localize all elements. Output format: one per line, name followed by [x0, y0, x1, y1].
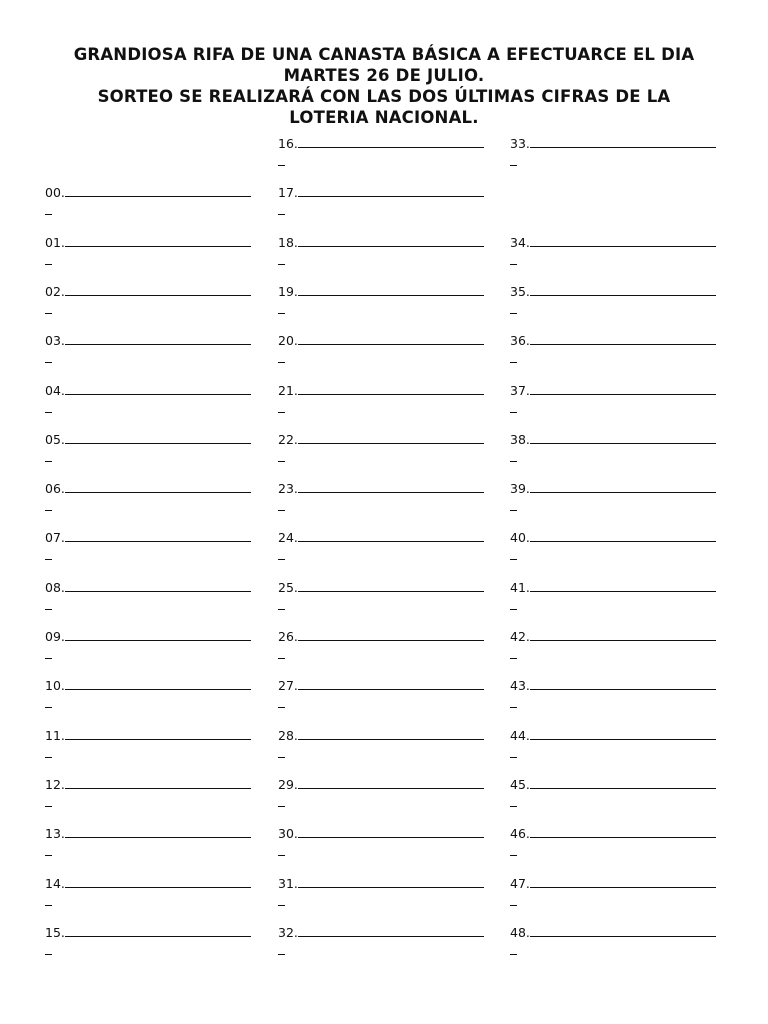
blank-continuation-underscore: [45, 403, 52, 413]
raffle-entry[interactable]: [510, 384, 730, 424]
name-blank-line[interactable]: [530, 581, 716, 592]
raffle-entry[interactable]: [510, 285, 730, 325]
raffle-entry-line: [278, 877, 484, 891]
blank-continuation-underscore: [45, 205, 52, 215]
name-blank-line[interactable]: [298, 531, 484, 542]
blank-continuation-underscore: [45, 255, 52, 265]
raffle-entry-line: [45, 581, 251, 595]
raffle-number: 46.: [510, 826, 530, 842]
blank-continuation-underscore: [45, 846, 52, 856]
raffle-number: 30.: [278, 826, 298, 842]
blank-continuation-underscore: [278, 846, 285, 856]
raffle-number: 48.: [510, 924, 530, 940]
blank-continuation-underscore: [45, 550, 52, 560]
raffle-entry-line: [45, 285, 251, 299]
blank-continuation-underscore: [510, 501, 517, 511]
blank-continuation-underscore: [45, 600, 52, 610]
blank-continuation-underscore: [278, 205, 285, 215]
blank-continuation-underscore: [278, 550, 285, 560]
blank-continuation-underscore: [45, 797, 52, 807]
blank-continuation-underscore: [510, 403, 517, 413]
title-line-2: MARTES 26 DE JULIO.: [283, 66, 485, 85]
name-blank-line[interactable]: [530, 384, 716, 395]
raffle-entry[interactable]: [510, 581, 730, 621]
raffle-entry-line: [510, 581, 716, 595]
raffle-number: 25.: [278, 579, 298, 595]
raffle-entry[interactable]: [45, 482, 265, 522]
name-blank-line[interactable]: [530, 531, 716, 542]
raffle-number: 04.: [45, 382, 65, 398]
name-blank-line[interactable]: [298, 827, 484, 838]
raffle-number: 36.: [510, 333, 530, 349]
raffle-entry-line: [278, 384, 484, 398]
blank-continuation-underscore: [510, 255, 517, 265]
blank-continuation-underscore: [45, 945, 52, 955]
blank-continuation-underscore: [278, 649, 285, 659]
raffle-entry-line: [278, 729, 484, 743]
name-blank-line[interactable]: [298, 926, 484, 937]
blank-continuation-underscore: [510, 797, 517, 807]
name-blank-line[interactable]: [298, 482, 484, 493]
raffle-entry[interactable]: [45, 334, 265, 374]
raffle-entry-line: [45, 531, 251, 545]
blank-continuation-underscore: [45, 501, 52, 511]
raffle-entry[interactable]: [510, 877, 730, 917]
raffle-number: 05.: [45, 431, 65, 447]
name-blank-line[interactable]: [298, 137, 484, 148]
name-blank-line[interactable]: [298, 384, 484, 395]
raffle-entry-line: [45, 482, 251, 496]
raffle-entry[interactable]: [278, 630, 498, 670]
name-blank-line[interactable]: [65, 778, 251, 789]
raffle-entry[interactable]: [45, 827, 265, 867]
raffle-entry-line: [278, 531, 484, 545]
blank-continuation-underscore: [278, 896, 285, 906]
raffle-number: 13.: [45, 826, 65, 842]
name-blank-line[interactable]: [298, 778, 484, 789]
blank-continuation-underscore: [510, 649, 517, 659]
blank-continuation-underscore: [278, 748, 285, 758]
raffle-entry[interactable]: [510, 334, 730, 374]
blank-continuation-underscore: [278, 501, 285, 511]
raffle-entry[interactable]: [278, 926, 498, 966]
blank-continuation-underscore: [45, 304, 52, 314]
raffle-entry-line: [510, 433, 716, 447]
raffle-entry[interactable]: [510, 482, 730, 522]
raffle-number: 28.: [278, 727, 298, 743]
raffle-number: 34.: [510, 234, 530, 250]
raffle-entry[interactable]: [510, 926, 730, 966]
blank-continuation-underscore: [510, 748, 517, 758]
raffle-entry[interactable]: [45, 679, 265, 719]
raffle-entry[interactable]: [45, 285, 265, 325]
name-blank-line[interactable]: [530, 137, 716, 148]
blank-continuation-underscore: [45, 748, 52, 758]
raffle-entry-line: [278, 236, 484, 250]
raffle-number: 09.: [45, 629, 65, 644]
raffle-number: 12.: [45, 776, 65, 792]
blank-continuation-underscore: [45, 353, 52, 363]
raffle-entry-line: [45, 334, 251, 348]
raffle-number: 22.: [278, 431, 298, 447]
blank-continuation-underscore: [278, 600, 285, 610]
raffle-number: 15.: [45, 924, 65, 940]
raffle-entry-line: [510, 679, 716, 693]
raffle-entry[interactable]: [278, 581, 498, 621]
raffle-number: 01.: [45, 234, 65, 250]
raffle-entry[interactable]: [45, 778, 265, 818]
raffle-entry-line: [45, 827, 251, 841]
raffle-number: 47.: [510, 875, 530, 891]
raffle-entry-line: [45, 630, 251, 644]
blank-continuation-underscore: [510, 846, 517, 856]
raffle-number: 32.: [278, 924, 298, 940]
raffle-entry[interactable]: [510, 630, 730, 670]
name-blank-line[interactable]: [530, 679, 716, 690]
raffle-number: 20.: [278, 333, 298, 349]
raffle-entry[interactable]: [278, 236, 498, 276]
raffle-entry-line: [510, 137, 716, 151]
raffle-entry[interactable]: [510, 433, 730, 473]
raffle-entry-line: [278, 581, 484, 595]
raffle-number: 33.: [510, 136, 530, 151]
blank-continuation-underscore: [510, 698, 517, 708]
raffle-entry[interactable]: [278, 334, 498, 374]
raffle-entry[interactable]: [278, 433, 498, 473]
blank-continuation-underscore: [278, 304, 285, 314]
name-blank-line[interactable]: [65, 334, 251, 345]
blank-continuation-underscore: [510, 156, 517, 166]
raffle-entry-line: [278, 482, 484, 496]
raffle-entry-line: [278, 433, 484, 447]
raffle-number: 07.: [45, 530, 65, 546]
raffle-entry[interactable]: [510, 729, 730, 769]
blank-continuation-underscore: [278, 353, 285, 363]
raffle-entry[interactable]: [278, 186, 498, 226]
raffle-number: 26.: [278, 629, 298, 644]
raffle-entry-line: [45, 729, 251, 743]
raffle-entry[interactable]: [510, 137, 730, 177]
raffle-entry-line: [45, 778, 251, 792]
raffle-entry-line: [45, 433, 251, 447]
raffle-number: 43.: [510, 678, 530, 694]
name-blank-line[interactable]: [65, 581, 251, 592]
name-blank-line[interactable]: [530, 285, 716, 296]
raffle-entry[interactable]: [45, 384, 265, 424]
raffle-number: 19.: [278, 283, 298, 299]
name-blank-line[interactable]: [530, 729, 716, 740]
name-blank-line[interactable]: [65, 384, 251, 395]
raffle-entry[interactable]: [45, 186, 265, 226]
blank-continuation-underscore: [510, 600, 517, 610]
raffle-entry-line: [510, 482, 716, 496]
raffle-entry-line: [278, 926, 484, 940]
blank-continuation-underscore: [510, 452, 517, 462]
raffle-entry-line: [278, 827, 484, 841]
name-blank-line[interactable]: [298, 186, 484, 197]
raffle-entry[interactable]: [45, 236, 265, 276]
raffle-entry-line: [510, 926, 716, 940]
raffle-title: [40, 44, 728, 128]
name-blank-line[interactable]: [298, 630, 484, 641]
raffle-entry[interactable]: [510, 236, 730, 276]
raffle-entry[interactable]: [45, 433, 265, 473]
raffle-entry[interactable]: [278, 827, 498, 867]
raffle-number: 44.: [510, 727, 530, 743]
raffle-entry-line: [45, 926, 251, 940]
raffle-number: 08.: [45, 579, 65, 595]
raffle-entry-line: [510, 630, 716, 644]
name-blank-line[interactable]: [298, 679, 484, 690]
blank-continuation-underscore: [278, 403, 285, 413]
raffle-entry-line: [510, 531, 716, 545]
raffle-number: 29.: [278, 776, 298, 792]
title-line-1: GRANDIOSA RIFA DE UNA CANASTA BÁSICA A EFECTUARCE EL DIA: [73, 45, 695, 64]
blank-continuation-underscore: [510, 896, 517, 906]
raffle-entry[interactable]: [278, 778, 498, 818]
raffle-entry[interactable]: [45, 531, 265, 571]
raffle-number: 38.: [510, 431, 530, 447]
raffle-entry-line: [45, 877, 251, 891]
raffle-number: 45.: [510, 776, 530, 792]
blank-continuation-underscore: [510, 945, 517, 955]
blank-continuation-underscore: [278, 698, 285, 708]
raffle-entry[interactable]: [510, 827, 730, 867]
raffle-number: 21.: [278, 382, 298, 398]
raffle-number: 17.: [278, 185, 298, 201]
name-blank-line[interactable]: [530, 433, 716, 444]
raffle-entry[interactable]: [45, 630, 265, 670]
raffle-number: 31.: [278, 875, 298, 891]
raffle-number: 27.: [278, 678, 298, 694]
name-blank-line[interactable]: [298, 433, 484, 444]
raffle-entry[interactable]: [278, 729, 498, 769]
raffle-entry-line: [45, 384, 251, 398]
raffle-entry-line: [278, 285, 484, 299]
raffle-entry[interactable]: [45, 729, 265, 769]
raffle-number: 18.: [278, 234, 298, 250]
name-blank-line[interactable]: [298, 236, 484, 247]
raffle-number: 16.: [278, 136, 298, 151]
name-blank-line[interactable]: [530, 926, 716, 937]
blank-continuation-underscore: [510, 304, 517, 314]
raffle-entry-line: [278, 334, 484, 348]
name-blank-line[interactable]: [65, 630, 251, 641]
raffle-number: 00.: [45, 185, 65, 201]
raffle-entry-line: [278, 679, 484, 693]
raffle-number: 03.: [45, 333, 65, 349]
raffle-number: 23.: [278, 481, 298, 497]
raffle-entry-line: [45, 186, 251, 200]
raffle-number: 39.: [510, 481, 530, 497]
raffle-number: 11.: [45, 727, 65, 743]
raffle-number: 42.: [510, 629, 530, 644]
raffle-entry[interactable]: [45, 926, 265, 966]
title-line-3: SORTEO SE REALIZARÁ CON LAS DOS ÚLTIMAS CIFRAS DE LA: [97, 87, 671, 106]
raffle-number: 02.: [45, 283, 65, 299]
name-blank-line[interactable]: [65, 186, 251, 197]
blank-continuation-underscore: [45, 896, 52, 906]
blank-continuation-underscore: [510, 353, 517, 363]
name-blank-line[interactable]: [530, 236, 716, 247]
blank-continuation-underscore: [278, 452, 285, 462]
name-blank-line[interactable]: [298, 729, 484, 740]
raffle-entry-line: [510, 334, 716, 348]
blank-continuation-underscore: [45, 452, 52, 462]
raffle-entry-line: [278, 186, 484, 200]
raffle-number: 41.: [510, 579, 530, 595]
raffle-number: 14.: [45, 875, 65, 891]
name-blank-line[interactable]: [65, 926, 251, 937]
raffle-entry-line: [45, 679, 251, 693]
name-blank-line[interactable]: [530, 630, 716, 641]
raffle-entry-line: [510, 827, 716, 841]
raffle-number: 06.: [45, 481, 65, 497]
raffle-entry[interactable]: [45, 581, 265, 621]
raffle-entry[interactable]: [278, 137, 498, 177]
name-blank-line[interactable]: [65, 679, 251, 690]
raffle-entry-line: [510, 877, 716, 891]
blank-continuation-underscore: [278, 255, 285, 265]
raffle-entry[interactable]: [278, 679, 498, 719]
name-blank-line[interactable]: [298, 334, 484, 345]
raffle-entry-line: [510, 384, 716, 398]
raffle-entry-line: [510, 778, 716, 792]
blank-continuation-underscore: [45, 698, 52, 708]
raffle-entry-line: [278, 630, 484, 644]
blank-continuation-underscore: [278, 156, 285, 166]
name-blank-line[interactable]: [530, 827, 716, 838]
raffle-entry-line: [510, 729, 716, 743]
name-blank-line[interactable]: [65, 531, 251, 542]
name-blank-line[interactable]: [65, 729, 251, 740]
raffle-entry[interactable]: [278, 285, 498, 325]
name-blank-line[interactable]: [298, 877, 484, 888]
name-blank-line[interactable]: [530, 877, 716, 888]
raffle-entry[interactable]: [510, 679, 730, 719]
name-blank-line[interactable]: [65, 827, 251, 838]
name-blank-line[interactable]: [298, 285, 484, 296]
raffle-number: 24.: [278, 530, 298, 546]
name-blank-line[interactable]: [65, 482, 251, 493]
raffle-number: 10.: [45, 678, 65, 694]
raffle-number: 35.: [510, 283, 530, 299]
name-blank-line[interactable]: [530, 778, 716, 789]
blank-continuation-underscore: [278, 945, 285, 955]
name-blank-line[interactable]: [530, 482, 716, 493]
raffle-number: 37.: [510, 382, 530, 398]
name-blank-line[interactable]: [65, 285, 251, 296]
raffle-entry[interactable]: [278, 482, 498, 522]
raffle-entry[interactable]: [510, 778, 730, 818]
title-line-4: LOTERIA NACIONAL.: [289, 108, 479, 127]
raffle-entry[interactable]: [278, 531, 498, 571]
name-blank-line[interactable]: [298, 581, 484, 592]
raffle-entry-line: [278, 137, 484, 151]
raffle-entry[interactable]: [278, 384, 498, 424]
name-blank-line[interactable]: [65, 877, 251, 888]
raffle-entry-line: [510, 236, 716, 250]
raffle-entry-line: [278, 778, 484, 792]
raffle-entry[interactable]: [278, 877, 498, 917]
blank-continuation-underscore: [45, 649, 52, 659]
raffle-entry[interactable]: [510, 531, 730, 571]
raffle-entry[interactable]: [45, 877, 265, 917]
name-blank-line[interactable]: [65, 236, 251, 247]
raffle-entry-line: [510, 285, 716, 299]
blank-continuation-underscore: [510, 550, 517, 560]
raffle-number: 40.: [510, 530, 530, 546]
raffle-entry-line: [45, 236, 251, 250]
name-blank-line[interactable]: [65, 433, 251, 444]
blank-continuation-underscore: [278, 797, 285, 807]
name-blank-line[interactable]: [530, 334, 716, 345]
